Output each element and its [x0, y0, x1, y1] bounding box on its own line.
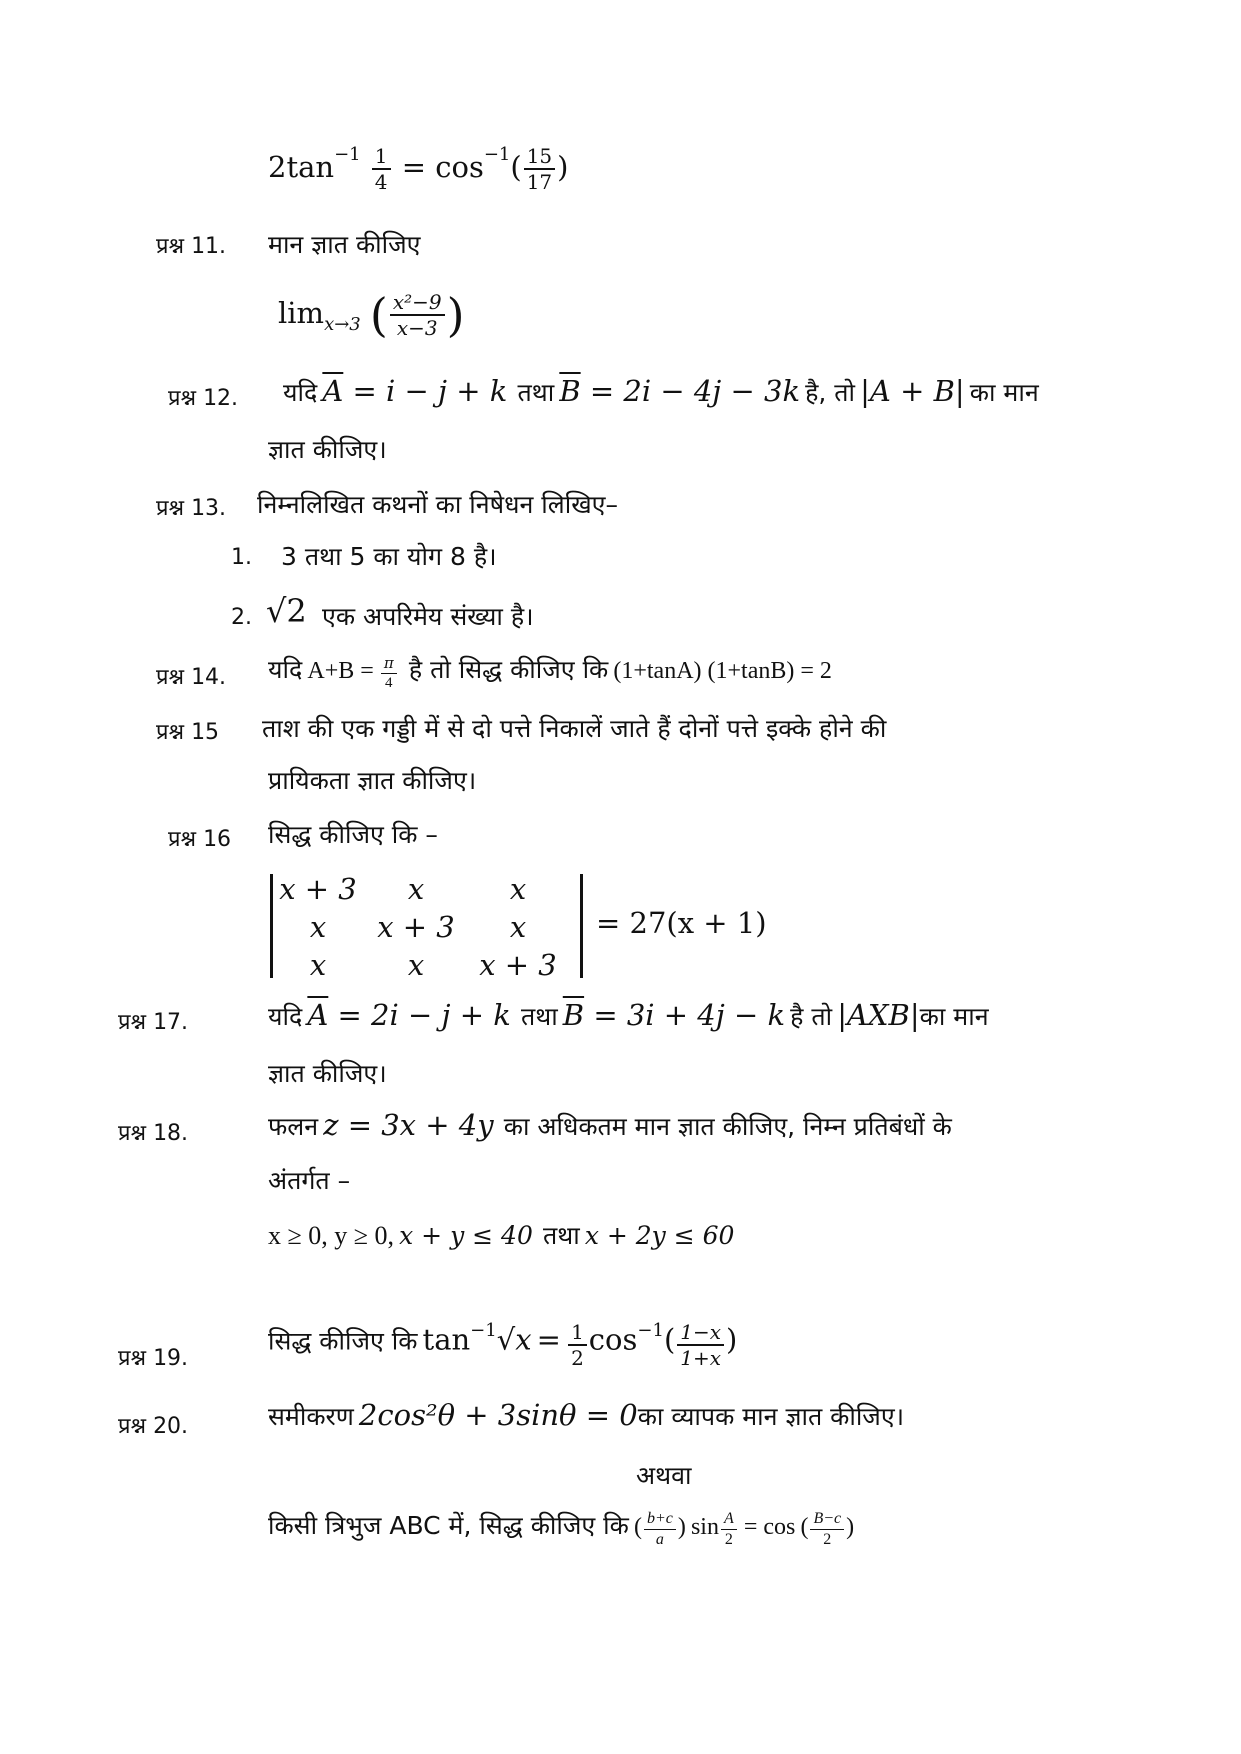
- q20-f1-den: a: [655, 1531, 664, 1548]
- q20-sin: sin: [690, 1514, 719, 1540]
- q15-line2: प्रायिकता ज्ञात कीजिए।: [268, 766, 477, 795]
- q12-a-eq: = i − j + k: [352, 374, 508, 408]
- det-cell: x: [309, 948, 327, 982]
- q19-rnum: 1−x: [677, 1322, 724, 1346]
- q10-frac-quarter: [372, 146, 391, 192]
- q10-cos: cos: [435, 150, 484, 184]
- det-cell: x: [407, 948, 425, 982]
- q19-half-num: 1: [568, 1322, 587, 1346]
- q19-cos-exp: −1: [637, 1320, 664, 1341]
- q19-cos: cos: [588, 1322, 638, 1357]
- q13-item1-no: 1.: [231, 545, 252, 570]
- det-cell: x: [309, 910, 327, 944]
- q13-label: प्रश्न 13.: [156, 496, 227, 521]
- q11-num: x²−9: [390, 292, 445, 316]
- q12-hai-to: है, तो: [805, 378, 856, 407]
- q14-label: प्रश्न 14.: [156, 665, 227, 690]
- det-cell: x + 3: [377, 910, 455, 944]
- q14-pi-frac: [381, 656, 397, 691]
- q11-frac: [390, 292, 445, 338]
- q17-line1: [268, 998, 989, 1033]
- q18-line1: [268, 1108, 952, 1143]
- q20-label: प्रश्न 20.: [118, 1414, 189, 1439]
- q20-frac2: [721, 1511, 737, 1548]
- q12-vector-a: $\overline{A} = i - j + k$: [322, 374, 508, 408]
- q13-item1-text: 3 तथा 5 का योग 8 है।: [281, 542, 497, 571]
- q17-label: प्रश्न 17.: [118, 1010, 189, 1035]
- q20-samikaran: समीकरण: [268, 1402, 354, 1431]
- q12-b-eq: = 2i − 4j − 3k: [589, 374, 801, 408]
- q17-yadi: यदि: [268, 1002, 303, 1031]
- q19-frac: [677, 1322, 724, 1368]
- q14-expr: (1+tanA) (1+tanB) = 2: [613, 658, 832, 684]
- q17-b-eq: = 3i + 4j − k: [593, 998, 786, 1032]
- q11-paren-right: ): [446, 288, 465, 342]
- q17-vector-a: $\overline{A} = 2i - j + k$: [307, 998, 511, 1032]
- q10-frac2-den: 17: [526, 170, 553, 194]
- q10-cos-exp: −1: [483, 144, 511, 165]
- q10-frac-15-17: [524, 146, 555, 192]
- q15-line1: ताश की एक गड्डी में से दो पत्ते निकालें जाते हैं दोनों पत्ते इक्के होने की: [262, 714, 887, 743]
- q14-pi: π: [381, 656, 397, 674]
- q12-yadi: यदि: [283, 378, 318, 407]
- q12-tatha: तथा: [517, 378, 555, 407]
- q19-half: [568, 1322, 587, 1368]
- q11-text: मान ज्ञात कीजिए: [268, 230, 421, 259]
- det-bar-right: [580, 874, 583, 978]
- q17-vector-b: $\overline{B} = 3i + 4j - k$: [562, 998, 786, 1032]
- q17-tatha: तथा: [520, 1002, 558, 1031]
- q19-text: सिद्ध कीजिए कि: [268, 1326, 418, 1356]
- q14-lhs: A+B =: [307, 658, 374, 684]
- q19-eq: =: [536, 1322, 561, 1357]
- q18-label: प्रश्न 18.: [118, 1121, 189, 1146]
- q10-equation: $2\tan^{-1}$ $\frac{1}{4}$ = $\cos^{-1}$( $\frac{15}{17}$ ): [268, 144, 569, 194]
- q19-line: सिद्ध कीजिए कि $\tan^{-1}√x$ = $\frac{1}{2}$ $\cos^{-1}$( $\frac{1-x}{1+x}$ ): [268, 1320, 738, 1370]
- det-cell: x: [407, 872, 425, 906]
- q16-rhs: = 27(x + 1): [596, 906, 767, 940]
- q16-determinant: [268, 872, 588, 980]
- q17-ka-maan: का मान: [919, 1002, 989, 1031]
- q19-tan: tan: [422, 1322, 471, 1357]
- q18-c3: x + 2y ≤ 60: [584, 1221, 735, 1250]
- q11-den: x−3: [396, 316, 438, 340]
- q20-f2-den: 2: [724, 1531, 733, 1548]
- q20-line: [268, 1398, 904, 1433]
- q10-tan: 2tan: [268, 150, 335, 184]
- q18-z-expr: z = 3x + 4y: [323, 1108, 494, 1142]
- q10-frac-num: 1: [372, 146, 391, 170]
- q17-abs-expr: |AXB|: [837, 998, 920, 1032]
- det-cell: x + 3: [279, 872, 357, 906]
- q20-f1-num: b+c: [644, 1511, 676, 1530]
- q20-frac1: [644, 1511, 676, 1548]
- q17-a-eq: = 2i − j + k: [337, 998, 511, 1032]
- q20-alt-line: किसी त्रिभुज ABC में, सिद्ध कीजिए कि ( $\frac{b+c}{a}$ ) sin $\frac{A}{2}$ = cos ( $\frac{B-c}{2}$ ): [268, 1510, 855, 1548]
- q20-eqn: 2cos²θ + 3sinθ = 0: [358, 1398, 638, 1432]
- q20-rest: का व्यापक मान ज्ञात कीजिए।: [637, 1402, 905, 1431]
- q20-f3-den: 2: [823, 1531, 832, 1548]
- q19-sqrtx: √x: [496, 1322, 532, 1357]
- det-cell: x + 3: [479, 948, 557, 982]
- q15-label: प्रश्न 15: [156, 720, 220, 745]
- q20-f2-num: A: [721, 1511, 737, 1530]
- q20-frac3: [810, 1511, 844, 1548]
- q11-lim-sub: x→3: [324, 313, 361, 335]
- q19-half-den: 2: [571, 1346, 584, 1370]
- q18-line1-rest: का अधिकतम मान ज्ञात कीजिए, निम्न प्रतिबंधों के: [503, 1112, 952, 1141]
- q11-paren-left: (: [369, 288, 388, 342]
- q12-line1: [283, 374, 1039, 409]
- q11-limit: [278, 288, 465, 342]
- q18-constraints: [268, 1218, 734, 1252]
- q20-alt-text: किसी त्रिभुज ABC में, सिद्ध कीजिए कि: [268, 1511, 629, 1540]
- q14-line: [268, 652, 832, 691]
- det-cell: x: [509, 910, 527, 944]
- q14-four: 4: [385, 675, 393, 691]
- q10-frac2-num: 15: [524, 146, 555, 170]
- q18-falan: फलन: [268, 1112, 319, 1141]
- q18-tatha: तथा: [543, 1221, 580, 1250]
- q14-hai-to: है तो सिद्ध कीजिए कि: [408, 655, 609, 684]
- q19-tan-exp: −1: [470, 1320, 497, 1341]
- q10-frac-den: 4: [374, 170, 388, 194]
- q11-lim: lim: [278, 296, 325, 330]
- q13-text: निम्नलिखित कथनों का निषेधन लिखिए–: [257, 490, 618, 519]
- q13-item2-math: √2: [266, 592, 307, 630]
- q12-vector-b: $\overline{B} = 2i - 4j - 3k$: [559, 374, 801, 408]
- q11-label: प्रश्न 11.: [156, 234, 227, 259]
- q18-c2: x + y ≤ 40: [399, 1221, 533, 1250]
- q12-label: प्रश्न 12.: [168, 386, 239, 411]
- q10-tan-exp: −1: [334, 144, 361, 165]
- q19-rden: 1+x: [680, 1346, 722, 1370]
- q13-item2-no: 2.: [231, 605, 252, 630]
- q20-f3-num: B−c: [810, 1511, 844, 1530]
- q20-athva: अथवा: [636, 1461, 692, 1490]
- q18-line2: अंतर्गत –: [268, 1166, 351, 1195]
- q16-label: प्रश्न 16: [168, 827, 232, 852]
- q17-hai-to: है तो: [790, 1002, 833, 1031]
- q12-ka-maan: का मान: [969, 378, 1039, 407]
- q20-eq-cos: = cos: [743, 1514, 796, 1540]
- q12-line2: ज्ञात कीजिए।: [268, 435, 387, 464]
- q14-yadi: यदि: [268, 655, 303, 684]
- det-cell: x: [509, 872, 527, 906]
- q18-c1: x ≥ 0, y ≥ 0,: [268, 1221, 395, 1250]
- q13-item2-text: एक अपरिमेय संख्या है।: [322, 602, 534, 631]
- q12-abs-expr: |A + B|: [860, 374, 965, 408]
- q19-label: प्रश्न 19.: [118, 1346, 189, 1371]
- q16-text: सिद्ध कीजिए कि –: [268, 820, 438, 849]
- q17-line2: ज्ञात कीजिए।: [268, 1059, 387, 1088]
